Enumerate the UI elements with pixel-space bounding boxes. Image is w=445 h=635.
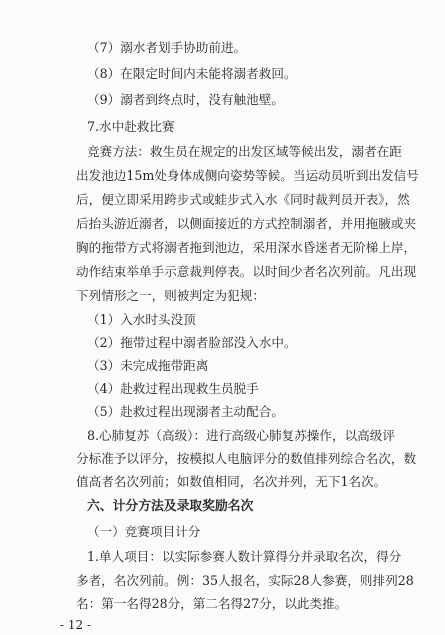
paragraph-line: 值高者名次列前；如数值相同，名次并列，无下1名次。 — [76, 474, 387, 489]
rule-item-8: （8）在限定时间内未能将溺者救回。 — [87, 66, 297, 81]
paragraph-line: 竞赛方法：救生员在规定的出发区域等候出发，溺者在距 — [87, 144, 402, 159]
paragraph-line: 后抬头游近溺者，以侧面接近的方式控制溺者，并用拖腋或夹 — [76, 216, 417, 231]
paragraph-line: 动作结束举单手示意裁判停表。以时间少者名次列前。凡出现 — [76, 264, 417, 279]
paragraph-line: 1.单人项目：以实际参赛人数计算得分并录取名次，得分 — [87, 549, 402, 564]
foul-item-5: （5）赴救过程出现溺者主动配合。 — [87, 404, 284, 419]
paragraph-line: 下列情形之一，则被判定为犯规： — [76, 288, 265, 303]
paragraph-line: 名：第一名得28分，第二名得27分，以此类推。 — [76, 596, 348, 611]
paragraph-line: 后，便立即采用跨步式或蛙步式入水《同时裁判员开表》，然 — [76, 192, 410, 207]
section-heading-7: 7.水中赴救比赛 — [87, 119, 175, 134]
page-number: - 12 - — [60, 618, 92, 632]
paragraph-line: 出发池边15m处身体成侧向姿势等候。当运动员听到出发信号 — [76, 168, 419, 183]
paragraph-line: 胸的拖带方式将溺者拖到池边，采用深水昏迷者无阶梯上岸， — [76, 240, 417, 255]
paragraph-line: 多者，名次列前。例：35人报名，实际28人参赛，则排列28 — [76, 573, 414, 588]
paragraph-line: 8.心肺复苏（高级）：进行高级心肺复苏操作，以高级评 — [87, 428, 395, 443]
paragraph-line: 分标准予以评分，按模拟人电脑评分的数值排列综合名次，数 — [76, 451, 417, 466]
foul-item-1: （1）入水时头没顶 — [87, 312, 196, 327]
section-heading-6: 六、计分方法及录取奖励名次 — [87, 499, 254, 514]
subsection-heading-1: （一）竞赛项目计分 — [87, 524, 201, 539]
rule-item-7: （7）溺水者划手协助前进。 — [87, 40, 247, 55]
rule-item-9: （9）溺者到终点时，没有触池壁。 — [87, 92, 284, 107]
foul-item-4: （4）赴救过程出现救生员脱手 — [87, 381, 259, 396]
foul-item-2: （2）拖带过程中溺者脸部没入水中。 — [87, 335, 297, 350]
foul-item-3: （3）未完成拖带距离 — [87, 358, 209, 373]
